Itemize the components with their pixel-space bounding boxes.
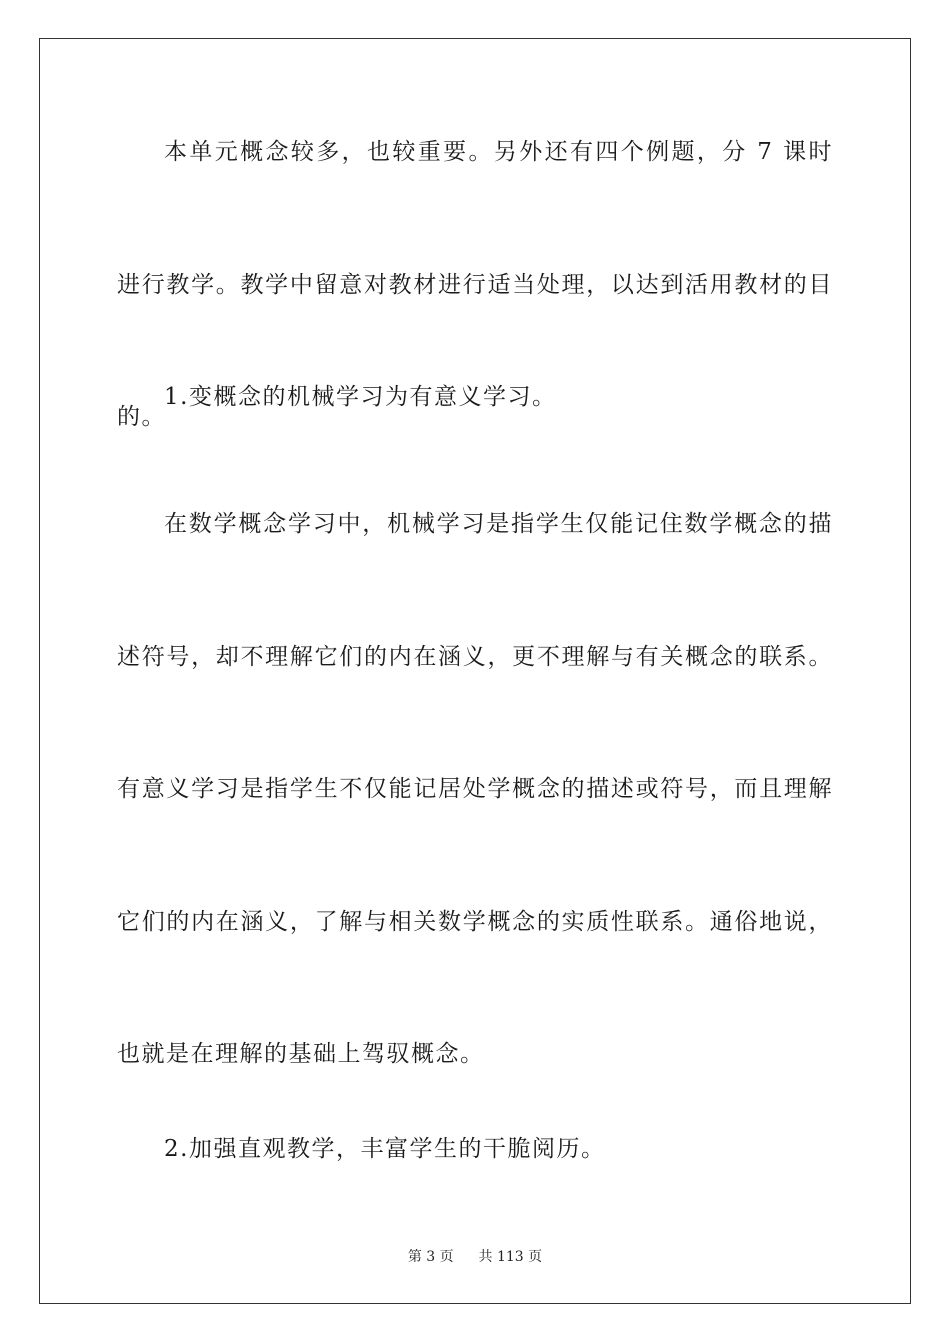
paragraph-intro: 本单元概念较多，也较重要。另外还有四个例题，分 7 课时进行教学。教学中留意对教材进行适当处理，以达到活用教材的目的。 xyxy=(117,139,833,430)
paragraph-point-1: 1.变概念的机械学习为有意义学习。 xyxy=(164,384,557,410)
page-total: 共 113 页 xyxy=(478,1249,543,1265)
page-number: 第 3 页 xyxy=(407,1249,454,1265)
paragraph-point-2: 2.加强直观教学，丰富学生的干脆阅历。 xyxy=(164,1136,606,1162)
page-footer xyxy=(0,1246,950,1266)
paragraph-point-1-body: 在数学概念学习中，机械学习是指学生仅能记住数学概念的描述符号，却不理解它们的内在涵义，更不理解与有关概念的联系。有意义学习是指学生不仅能记居处学概念的描述或符号，而且理解它们的内在涵义，了解与相关数学概念的实质性联系。通俗地说，也就是在理解的基础上驾驭概念。 xyxy=(117,511,833,1067)
